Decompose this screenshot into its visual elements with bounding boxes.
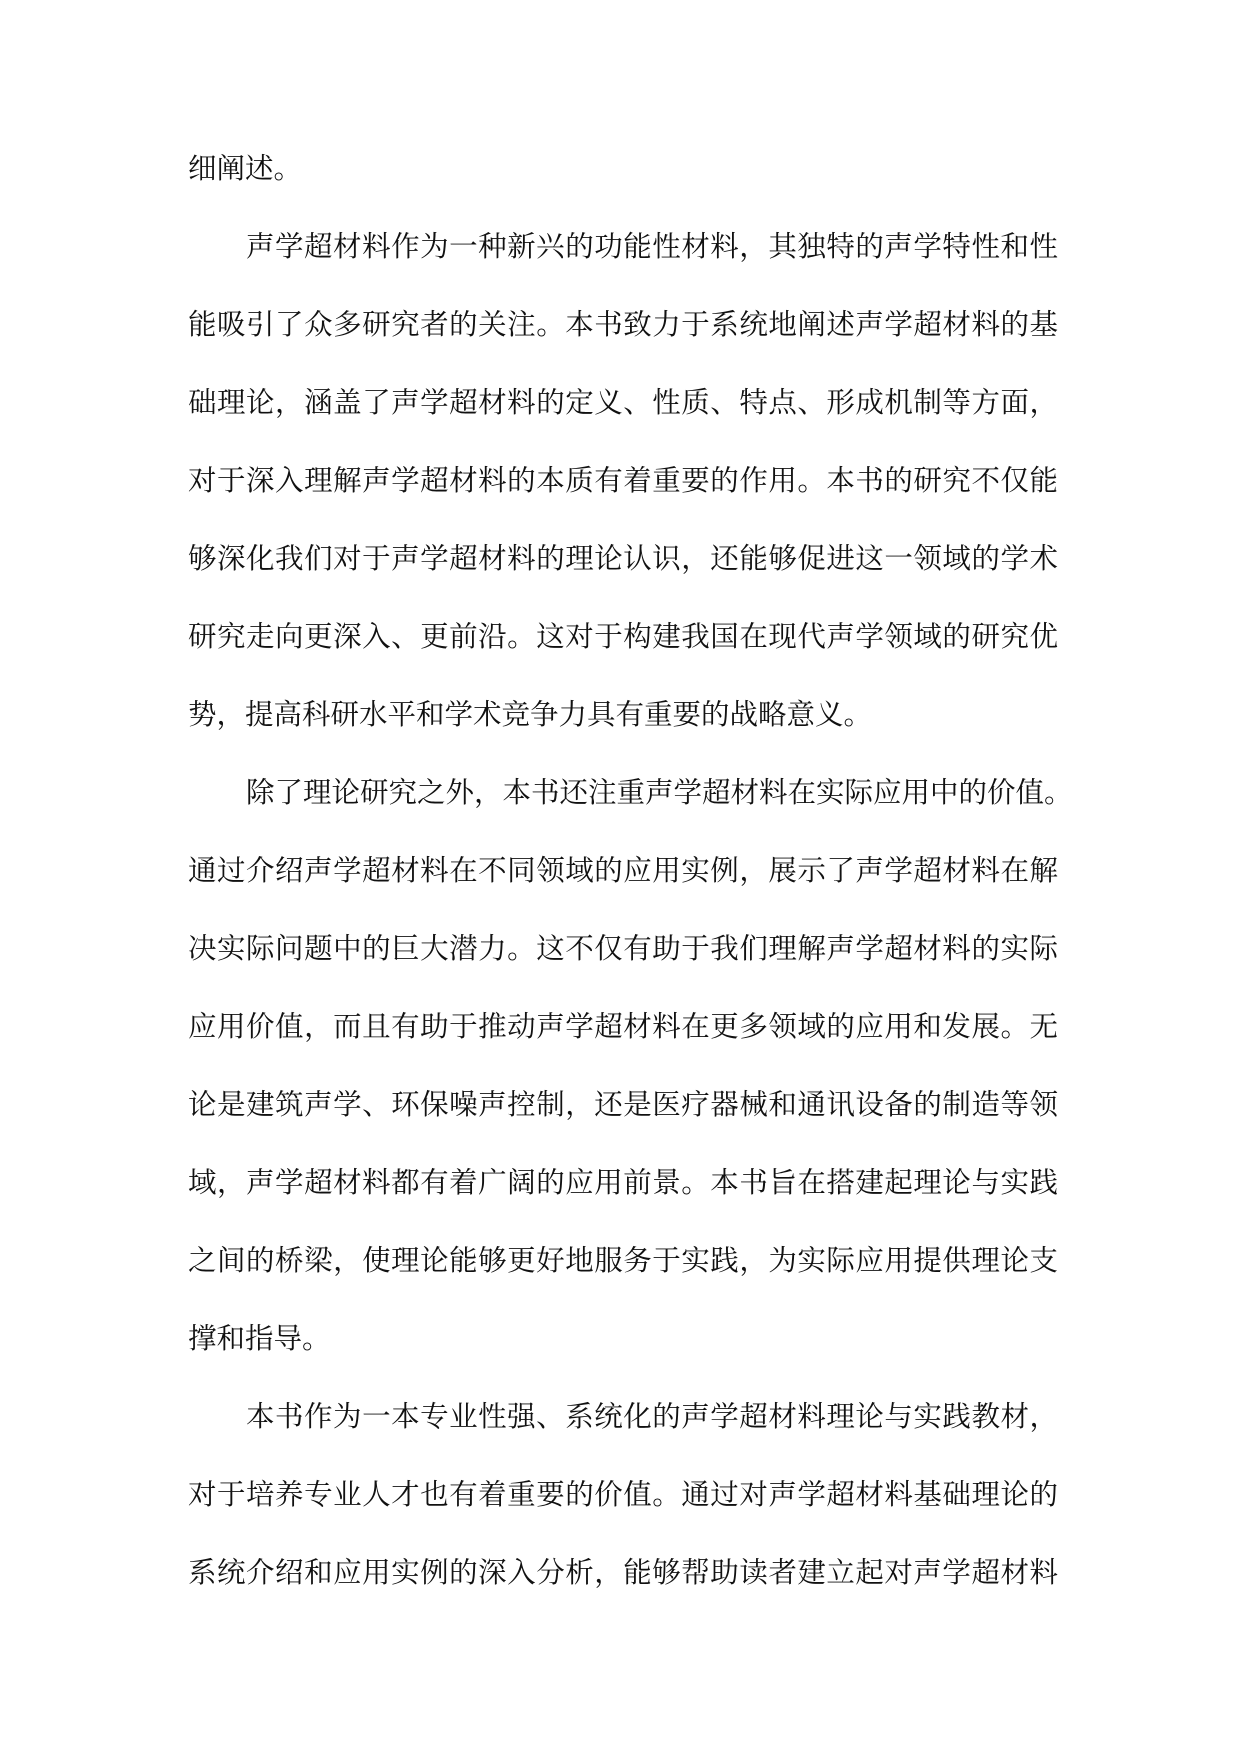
text-line: 域，声学超材料都有着广阔的应用前景。本书旨在搭建起理论与实践 <box>188 1166 1058 1199</box>
text-line: 对于深入理解声学超材料的本质有着重要的作用。本书的研究不仅能 <box>188 464 1058 497</box>
text-line: 势，提高科研水平和学术竞争力具有重要的战略意义。 <box>188 698 873 731</box>
text-line: 论是建筑声学、环保噪声控制，还是医疗器械和通讯设备的制造等领 <box>188 1088 1058 1121</box>
text-line: 声学超材料作为一种新兴的功能性材料，其独特的声学特性和性 <box>246 230 1058 263</box>
text-line: 本书作为一本专业性强、系统化的声学超材料理论与实践教材， <box>246 1400 1058 1433</box>
text-line: 之间的桥梁，使理论能够更好地服务于实践，为实际应用提供理论支 <box>188 1244 1058 1277</box>
text-line: 除了理论研究之外，本书还注重声学超材料在实际应用中的价值。 <box>246 776 1073 809</box>
body-text <box>188 140 1073 1622</box>
text-line: 够深化我们对于声学超材料的理论认识，还能够促进这一领域的学术 <box>188 542 1058 575</box>
text-line: 细阐述。 <box>188 152 303 185</box>
text-line: 应用价值，而且有助于推动声学超材料在更多领域的应用和发展。无 <box>188 1010 1058 1043</box>
text-line: 能吸引了众多研究者的关注。本书致力于系统地阐述声学超材料的基 <box>188 308 1058 341</box>
text-line: 研究走向更深入、更前沿。这对于构建我国在现代声学领域的研究优 <box>188 620 1058 653</box>
text-line: 通过介绍声学超材料在不同领域的应用实例，展示了声学超材料在解 <box>188 854 1058 887</box>
text-line: 系统介绍和应用实例的深入分析，能够帮助读者建立起对声学超材料 <box>188 1556 1058 1589</box>
text-line: 决实际问题中的巨大潜力。这不仅有助于我们理解声学超材料的实际 <box>188 932 1058 965</box>
text-line: 对于培养专业人才也有着重要的价值。通过对声学超材料基础理论的 <box>188 1478 1058 1511</box>
text-line: 础理论，涵盖了声学超材料的定义、性质、特点、形成机制等方面， <box>188 386 1058 419</box>
text-line: 撑和指导。 <box>188 1322 331 1355</box>
